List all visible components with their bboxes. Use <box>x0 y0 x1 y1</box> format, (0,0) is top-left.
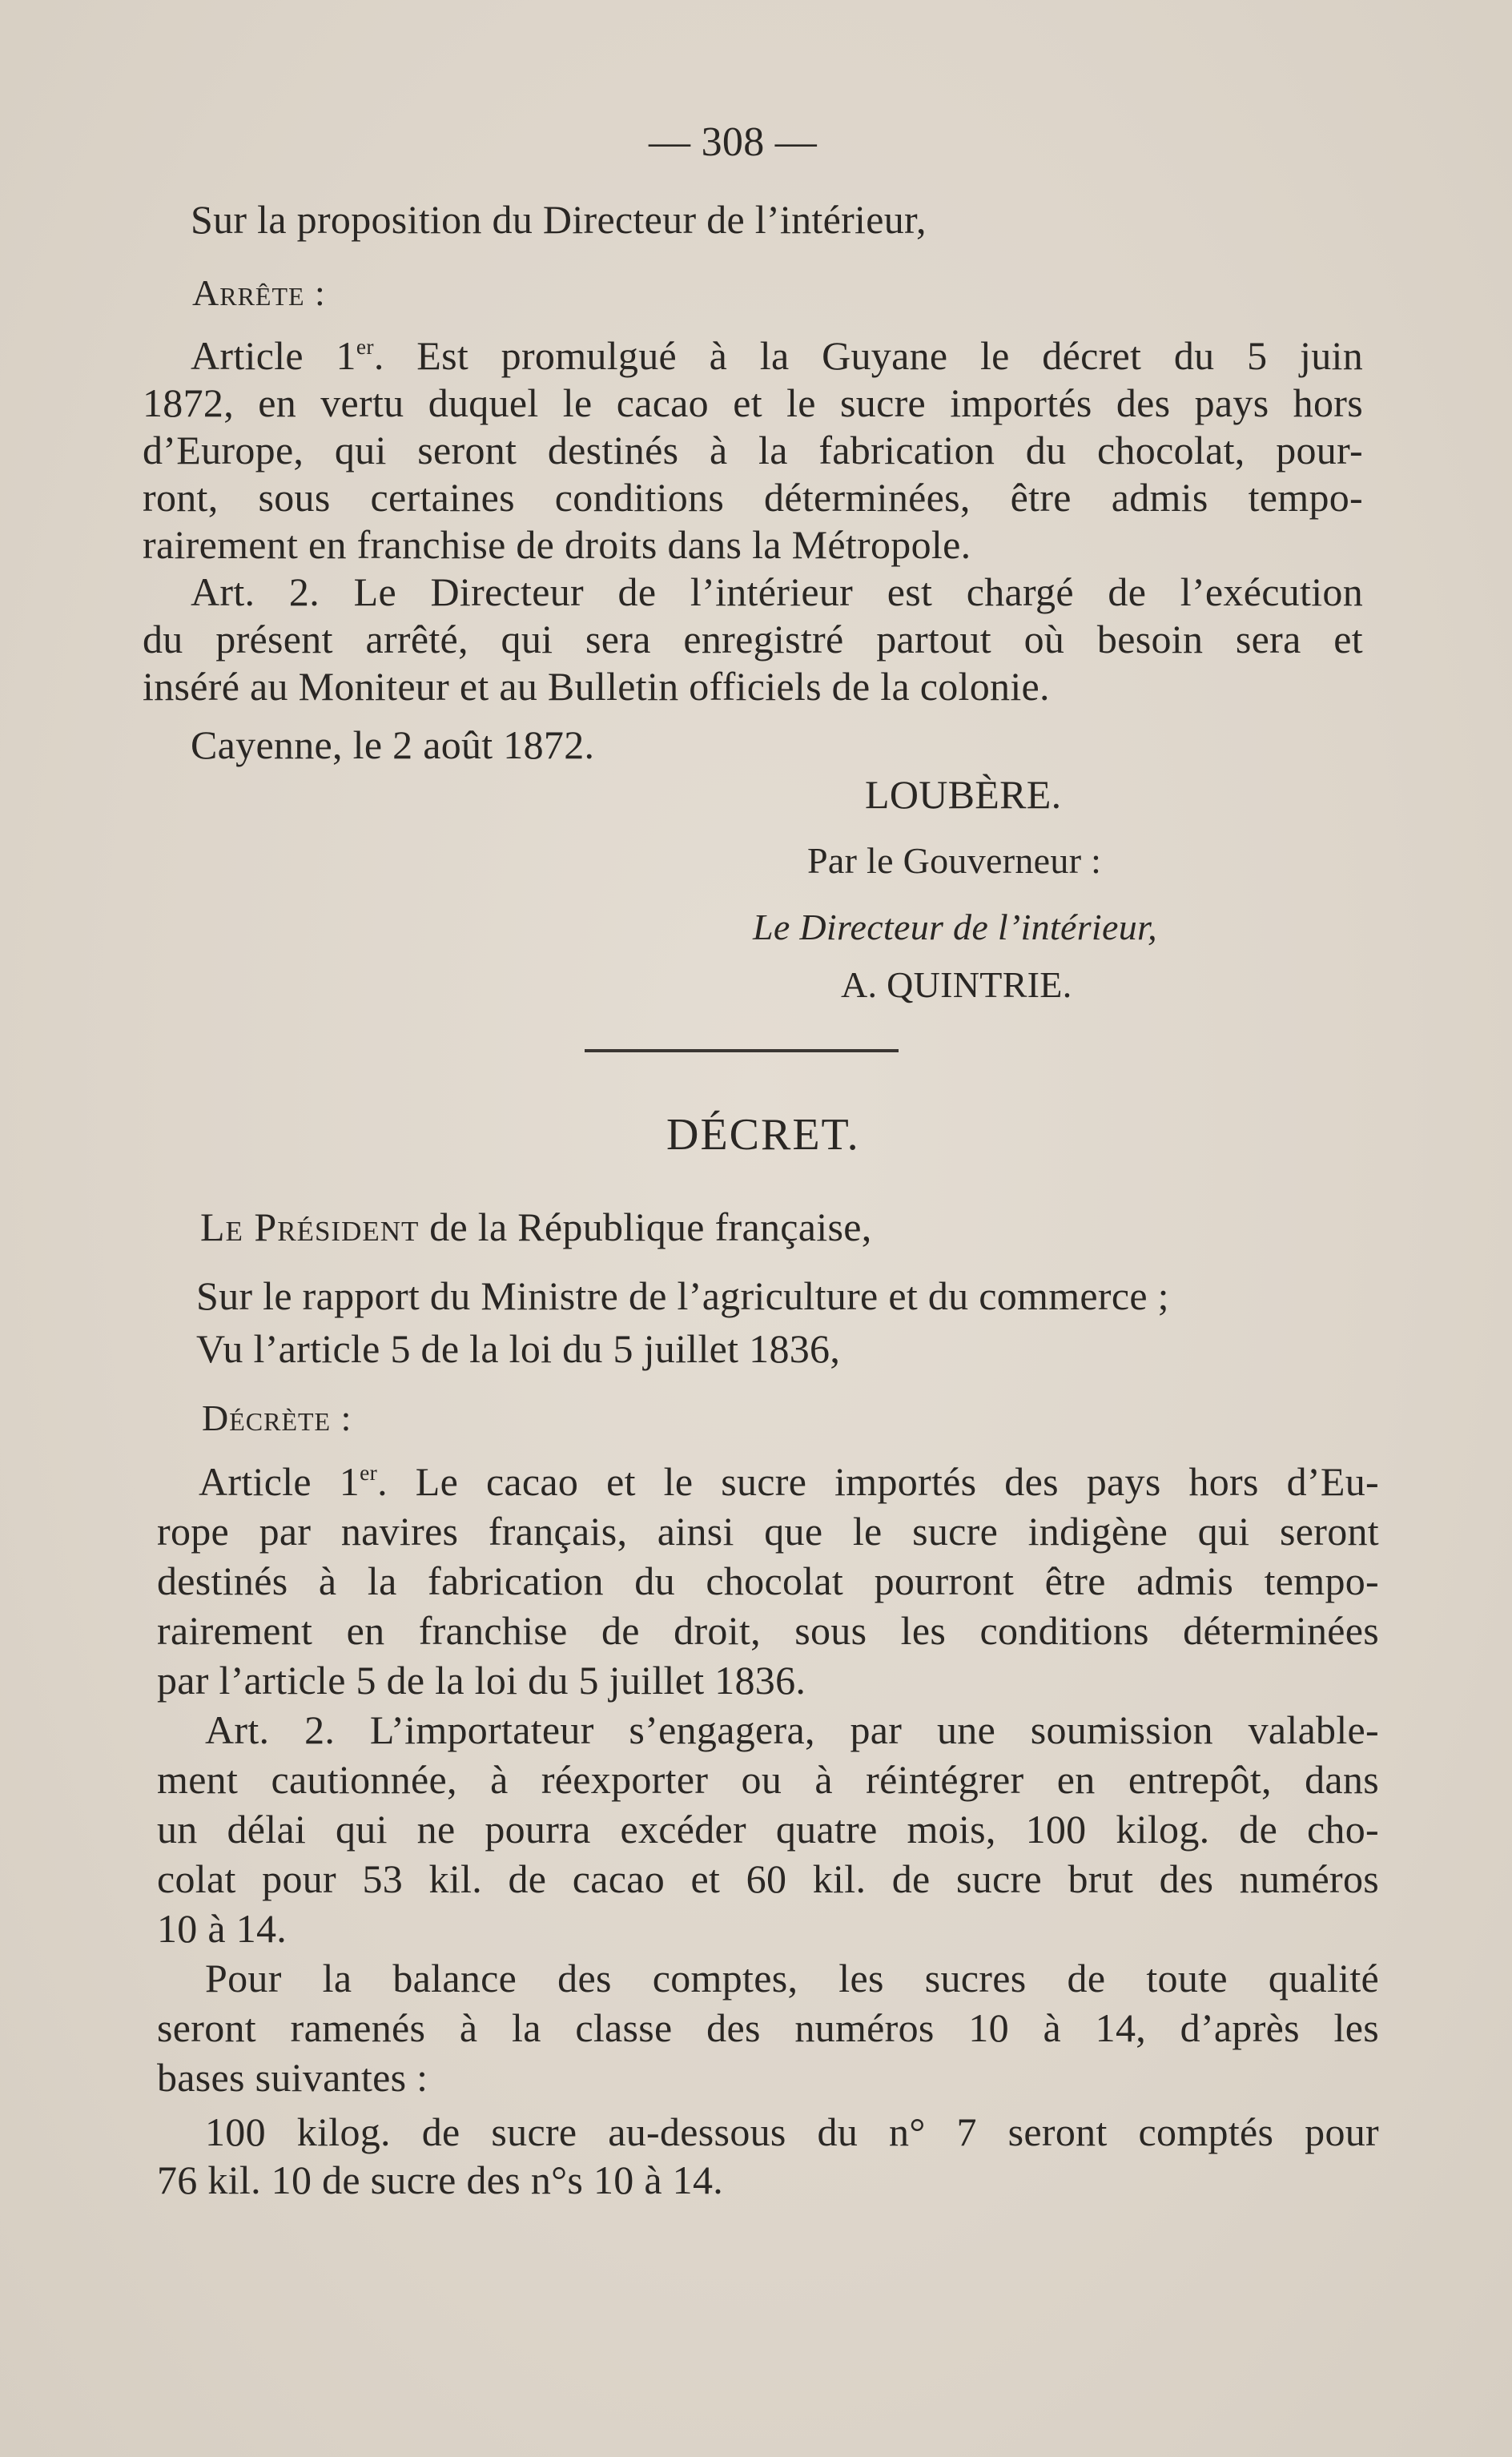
arrete-article-1-line-1 <box>191 332 1363 380</box>
arrete-article-1-line-4: ront, sous certaines conditions déterminées, être admis tempo- <box>143 475 1363 520</box>
decret-president-line <box>200 1203 872 1251</box>
decret-article-2-line-3: un délai qui ne pourra excéder quatre mois, 100 kilog. de cho- <box>157 1807 1379 1852</box>
president-rest: de la République française, <box>419 1204 872 1249</box>
decret-title: DÉCRET. <box>666 1110 860 1160</box>
article-number: Article 1 <box>191 333 356 378</box>
article-ordinal: er <box>356 333 374 359</box>
decret-sugar-line-1: 100 kilog. de sucre au-dessous du n° 7 seront comptés pour <box>205 2109 1379 2154</box>
arrete-heading: Arrête : <box>192 272 326 313</box>
decret-article-1-line-4: rairement en franchise de droit, sous les conditions déterminées <box>157 1608 1379 1653</box>
by-governor-line: Par le Gouverneur : <box>807 840 1102 881</box>
decret-article-1-line-2: rope par navires français, ainsi que le sucre indigène qui seront <box>157 1509 1379 1554</box>
decret-article-2-line-4: colat pour 53 kil. de cacao et 60 kil. de sucre brut des numéros <box>157 1856 1379 1901</box>
decret-article-1-line-5: par l’article 5 de la loi du 5 juillet 1836. <box>157 1658 806 1703</box>
article-text: . Est promulgué à la Guyane le décret du 5 juin <box>373 333 1363 378</box>
page-number: — 308 — <box>649 119 818 165</box>
decret-heading: Décrète : <box>202 1397 352 1438</box>
arrete-date-line: Cayenne, le 2 août 1872. <box>191 722 595 767</box>
signatory-name: LOUBÈRE. <box>865 772 1062 817</box>
decret-article-2-line-2: ment cautionnée, à réexporter ou à réintégrer en entrepôt, dans <box>157 1757 1379 1802</box>
decret-balance-line-1: Pour la balance des comptes, les sucres de toute qualité <box>205 1956 1379 2001</box>
decret-article-2-line-5: 10 à 14. <box>157 1906 288 1951</box>
decret-article-1-line-3: destinés à la fabrication du chocolat pourront être admis tempo- <box>157 1558 1379 1603</box>
arrete-article-2-line-1: Art. 2. Le Directeur de l’intérieur est chargé de l’exécution <box>191 569 1363 614</box>
arrete-article-1-line-3: d’Europe, qui seront destinés à la fabrication du chocolat, pour- <box>143 428 1363 472</box>
decret-sugar-line-2: 76 kil. 10 de sucre des n°s 10 à 14. <box>157 2157 724 2202</box>
decret-article-2-line-1: Art. 2. L’importateur s’engagera, par une soumission valable- <box>205 1707 1379 1752</box>
director-name: A. QUINTRIE. <box>841 964 1072 1005</box>
arrete-preamble: Sur la proposition du Directeur de l’intérieur, <box>191 197 927 242</box>
decret-report-line: Sur le rapport du Ministre de l’agriculture et du commerce ; <box>196 1273 1169 1318</box>
arrete-article-2-line-3: inséré au Moniteur et au Bulletin officiels de la colonie. <box>143 664 1050 709</box>
president-label: Le Président <box>200 1204 420 1249</box>
article-ordinal: er <box>360 1459 378 1485</box>
director-title: Le Directeur de l’intérieur, <box>753 907 1157 947</box>
decret-vu-line: Vu l’article 5 de la loi du 5 juillet 1836, <box>196 1326 841 1371</box>
arrete-article-2-line-2: du présent arrêté, qui sera enregistré partout où besoin sera et <box>143 617 1363 662</box>
decret-article-1-line-1 <box>199 1458 1379 1506</box>
article-text: . Le cacao et le sucre importés des pays hors d’Eu- <box>377 1459 1379 1504</box>
decret-balance-line-2: seront ramenés à la classe des numéros 10 à 14, d’après les <box>157 2005 1379 2050</box>
decret-balance-line-3: bases suivantes : <box>157 2055 428 2100</box>
section-divider <box>585 1049 899 1052</box>
arrete-article-1-line-2: 1872, en vertu duquel le cacao et le sucre importés des pays hors <box>143 380 1363 425</box>
arrete-article-1-line-5: rairement en franchise de droits dans la Métropole. <box>143 522 971 567</box>
article-number: Article 1 <box>199 1459 360 1504</box>
